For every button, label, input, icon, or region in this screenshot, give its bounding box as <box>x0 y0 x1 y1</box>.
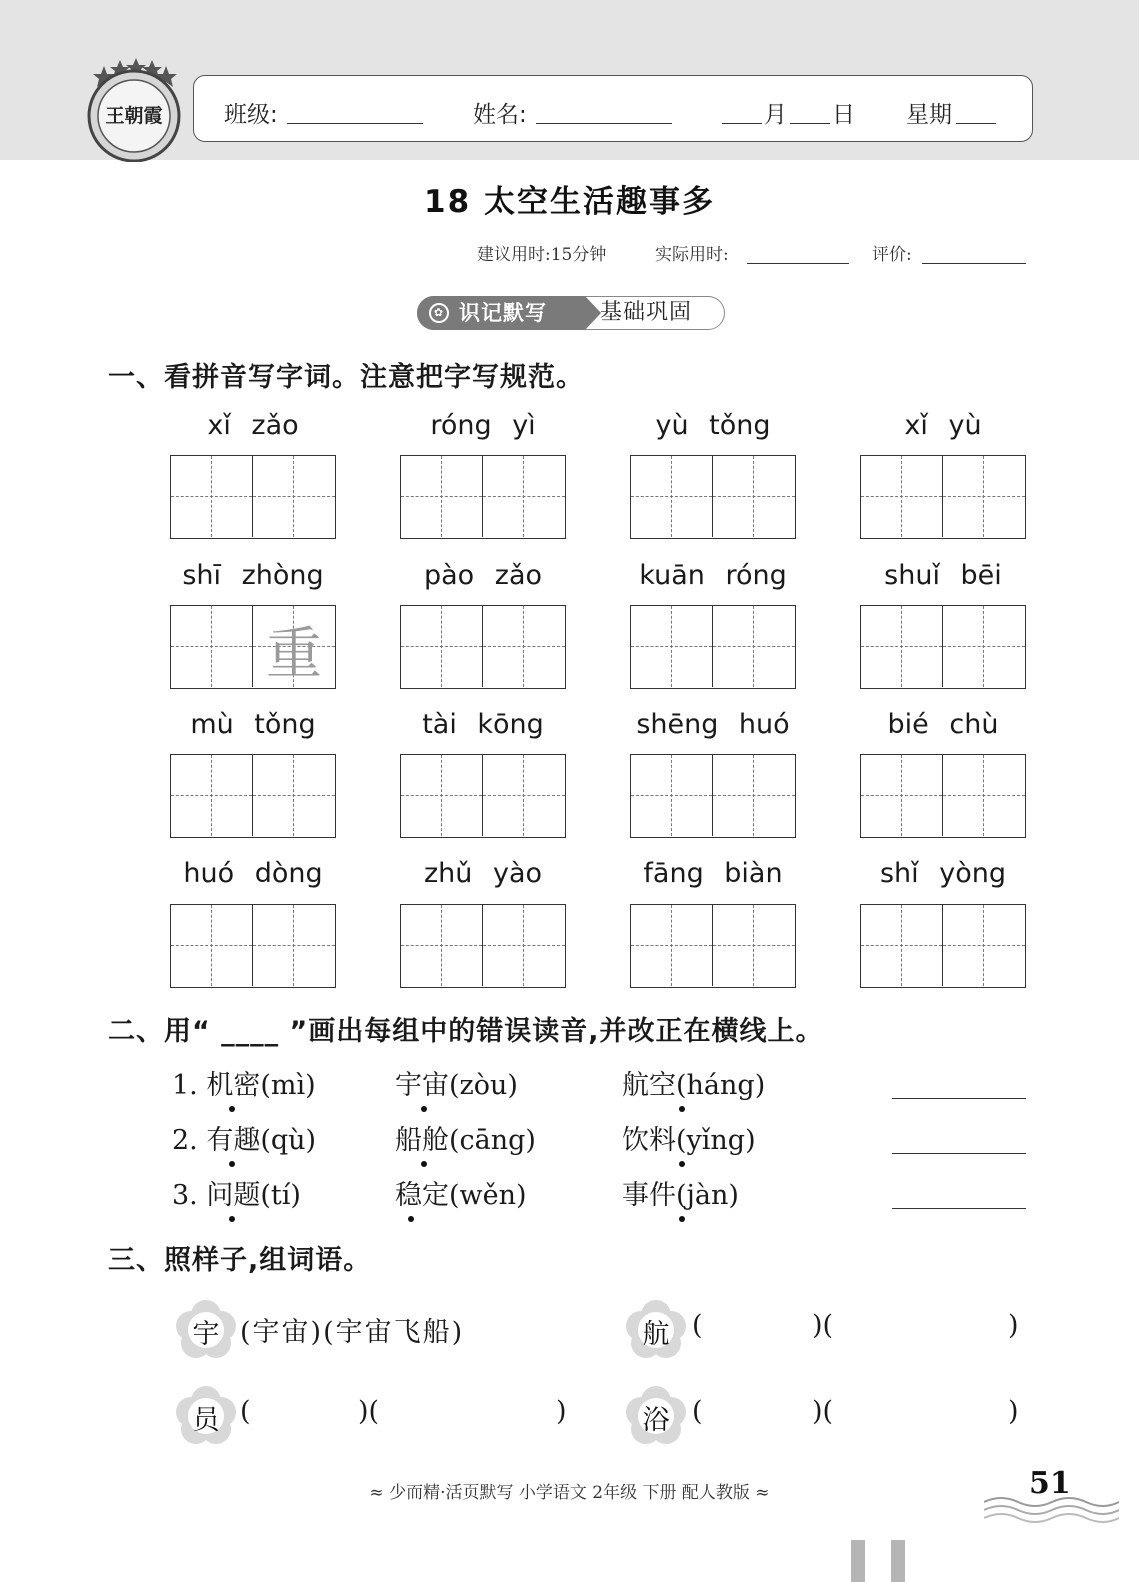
writing-cell[interactable] <box>483 905 565 986</box>
binding-mark-right <box>891 1540 905 1582</box>
phrase-blank[interactable] <box>390 1396 554 1432</box>
emphasis-dot <box>679 1216 685 1222</box>
actual-time-input-line[interactable] <box>747 263 849 264</box>
writing-grid <box>630 455 796 539</box>
pronunciation-item: 饮料(yǐng) <box>622 1125 756 1156</box>
mid-paren: )( <box>358 1396 380 1427</box>
writing-grid <box>860 455 1026 539</box>
flower-char-badge <box>176 1386 236 1446</box>
writing-grid <box>170 754 336 838</box>
writing-grid <box>630 605 796 689</box>
pinyin-label: tài kōng <box>422 709 544 740</box>
section1-heading: 一、看拼音写字词。注意把字写规范。 <box>108 362 584 393</box>
writing-cell[interactable] <box>861 755 943 836</box>
word-blank[interactable] <box>708 1396 810 1432</box>
writing-grid <box>860 605 1026 689</box>
badge-dark-text: 识记默写 <box>459 301 547 325</box>
pronunciation-item: 事件(jàn) <box>622 1180 739 1211</box>
day-label: 日 <box>832 102 855 128</box>
mid-paren: )( <box>812 1310 834 1341</box>
logo-text: 王朝霞 <box>105 105 163 127</box>
pinyin-label: xǐ yù <box>904 410 982 441</box>
writing-cell[interactable] <box>401 755 483 836</box>
writing-cell[interactable] <box>713 606 795 687</box>
writing-grid <box>400 754 566 838</box>
publisher-logo <box>84 56 184 162</box>
writing-cell[interactable] <box>631 456 713 537</box>
writing-cell[interactable] <box>861 456 943 537</box>
pronunciation-item: 3. 问题(tí) <box>172 1180 301 1211</box>
writing-grid <box>400 605 566 689</box>
lesson-title: 18 太空生活趣事多 <box>424 184 715 220</box>
phrase-blank[interactable] <box>844 1310 1006 1346</box>
pinyin-label: róng yì <box>430 410 536 441</box>
base-character: 浴 <box>642 1405 670 1436</box>
writing-cell[interactable] <box>253 905 335 986</box>
writing-grid <box>170 605 336 689</box>
pronunciation-item: 稳定(wěn) <box>395 1180 527 1211</box>
writing-grid <box>400 904 566 988</box>
writing-grid <box>860 904 1026 988</box>
writing-cell[interactable] <box>631 755 713 836</box>
emphasis-dot <box>229 1161 235 1167</box>
phrase-blank[interactable] <box>844 1396 1006 1432</box>
writing-grid <box>630 904 796 988</box>
flower-char-badge <box>176 1300 236 1360</box>
name-label: 姓名: <box>473 102 527 128</box>
writing-cell[interactable] <box>401 456 483 537</box>
answer-line[interactable] <box>892 1153 1026 1154</box>
emphasis-dot <box>421 1106 427 1112</box>
close-paren: ) <box>1008 1310 1019 1341</box>
pinyin-label: shǐ yòng <box>879 858 1006 889</box>
writing-cell[interactable] <box>713 905 795 986</box>
writing-cell[interactable] <box>171 456 253 537</box>
emphasis-dot <box>408 1216 414 1222</box>
flower-char-badge <box>626 1300 686 1360</box>
writing-grid <box>170 904 336 988</box>
writing-grid <box>400 455 566 539</box>
pronunciation-item: 1. 机密(mì) <box>172 1070 316 1101</box>
rating-label: 评价: <box>872 245 912 265</box>
medal-icon: ✿ <box>429 303 449 323</box>
word-blank[interactable] <box>708 1310 810 1346</box>
suggested-time: 建议用时:15分钟 <box>477 245 607 265</box>
class-input-line[interactable] <box>287 123 423 124</box>
writing-cell[interactable] <box>171 606 253 687</box>
writing-cell[interactable] <box>943 905 1025 986</box>
student-info-box <box>193 75 1033 142</box>
writing-cell[interactable] <box>861 905 943 986</box>
rating-input-line[interactable] <box>922 263 1026 264</box>
emphasis-dot <box>229 1216 235 1222</box>
base-character: 航 <box>642 1319 670 1350</box>
writing-cell[interactable] <box>171 905 253 986</box>
writing-grid <box>860 754 1026 838</box>
section-badge <box>417 296 725 330</box>
writing-cell[interactable] <box>253 456 335 537</box>
pinyin-label: fāng biàn <box>643 858 783 889</box>
pinyin-label: xǐ zǎo <box>207 410 299 441</box>
pinyin-label: shēng huó <box>636 709 790 740</box>
close-paren: ) <box>1008 1396 1019 1427</box>
writing-cell[interactable] <box>483 456 565 537</box>
writing-cell[interactable] <box>943 606 1025 687</box>
emphasis-dot <box>679 1161 685 1167</box>
pinyin-label: shī zhòng <box>182 560 324 591</box>
pinyin-label: yù tǒng <box>655 410 771 441</box>
pinyin-label: mù tǒng <box>190 709 316 740</box>
writing-cell[interactable] <box>483 755 565 836</box>
base-character: 员 <box>192 1405 220 1436</box>
pronunciation-item: 2. 有趣(qù) <box>172 1125 317 1156</box>
writing-cell[interactable] <box>861 606 943 687</box>
open-paren: ( <box>240 1396 251 1427</box>
day-input-line[interactable] <box>790 123 830 124</box>
writing-cell[interactable] <box>943 755 1025 836</box>
pinyin-label: shuǐ bēi <box>884 560 1002 591</box>
example-words: (宇宙)(宇宙飞船) <box>240 1317 465 1348</box>
actual-time-label: 实际用时: <box>655 245 729 265</box>
word-blank[interactable] <box>256 1396 356 1432</box>
pinyin-label: bié chù <box>887 709 999 740</box>
name-input-line[interactable] <box>536 123 672 124</box>
badge-light-text: 基础巩固 <box>600 300 693 325</box>
close-paren: ) <box>556 1396 567 1427</box>
month-label: 月 <box>764 102 787 128</box>
mid-paren: )( <box>812 1396 834 1427</box>
pinyin-label: pào zǎo <box>423 560 543 591</box>
pronunciation-item: 宇宙(zòu) <box>395 1070 518 1101</box>
weekday-input-line[interactable] <box>956 123 996 124</box>
writing-cell[interactable] <box>401 606 483 687</box>
writing-cell[interactable] <box>171 755 253 836</box>
base-character: 宇 <box>192 1319 220 1350</box>
open-paren: ( <box>692 1310 703 1341</box>
binding-mark-left <box>851 1540 865 1582</box>
sample-character: 重 <box>266 622 322 687</box>
emphasis-dot <box>229 1106 235 1112</box>
section2-heading: 二、用“ ____ ”画出每组中的错误读音,并改正在横线上。 <box>108 1016 824 1047</box>
weekday-label: 星期 <box>906 102 952 128</box>
pinyin-label: zhǔ yào <box>423 858 543 889</box>
class-label: 班级: <box>224 102 278 128</box>
page-number: 51 <box>1029 1466 1071 1501</box>
writing-cell[interactable] <box>253 606 335 687</box>
writing-cell[interactable] <box>253 755 335 836</box>
answer-line[interactable] <box>892 1208 1026 1209</box>
writing-cell[interactable] <box>483 606 565 687</box>
writing-cell[interactable] <box>943 456 1025 537</box>
writing-cell[interactable] <box>631 905 713 986</box>
pinyin-label: kuān róng <box>639 560 787 591</box>
footer-text: ≈ 少而精·活页默写 小学语文 2年级 下册 配人教版 ≈ <box>369 1483 770 1503</box>
writing-cell[interactable] <box>631 606 713 687</box>
writing-cell[interactable] <box>401 905 483 986</box>
emphasis-dot <box>679 1106 685 1112</box>
writing-grid <box>170 455 336 539</box>
pinyin-label: huó dòng <box>183 858 323 889</box>
pronunciation-item: 航空(háng) <box>622 1070 766 1101</box>
answer-line[interactable] <box>892 1098 1026 1099</box>
badge-dark-label <box>417 296 585 330</box>
open-paren: ( <box>692 1396 703 1427</box>
wave-decoration <box>984 1494 1119 1524</box>
emphasis-dot <box>421 1161 427 1167</box>
pronunciation-item: 船舱(cāng) <box>395 1125 536 1156</box>
month-input-line[interactable] <box>722 123 762 124</box>
writing-cell[interactable] <box>713 456 795 537</box>
writing-cell[interactable] <box>713 755 795 836</box>
flower-char-badge <box>626 1386 686 1446</box>
section3-heading: 三、照样子,组词语。 <box>108 1245 372 1276</box>
writing-grid <box>630 754 796 838</box>
